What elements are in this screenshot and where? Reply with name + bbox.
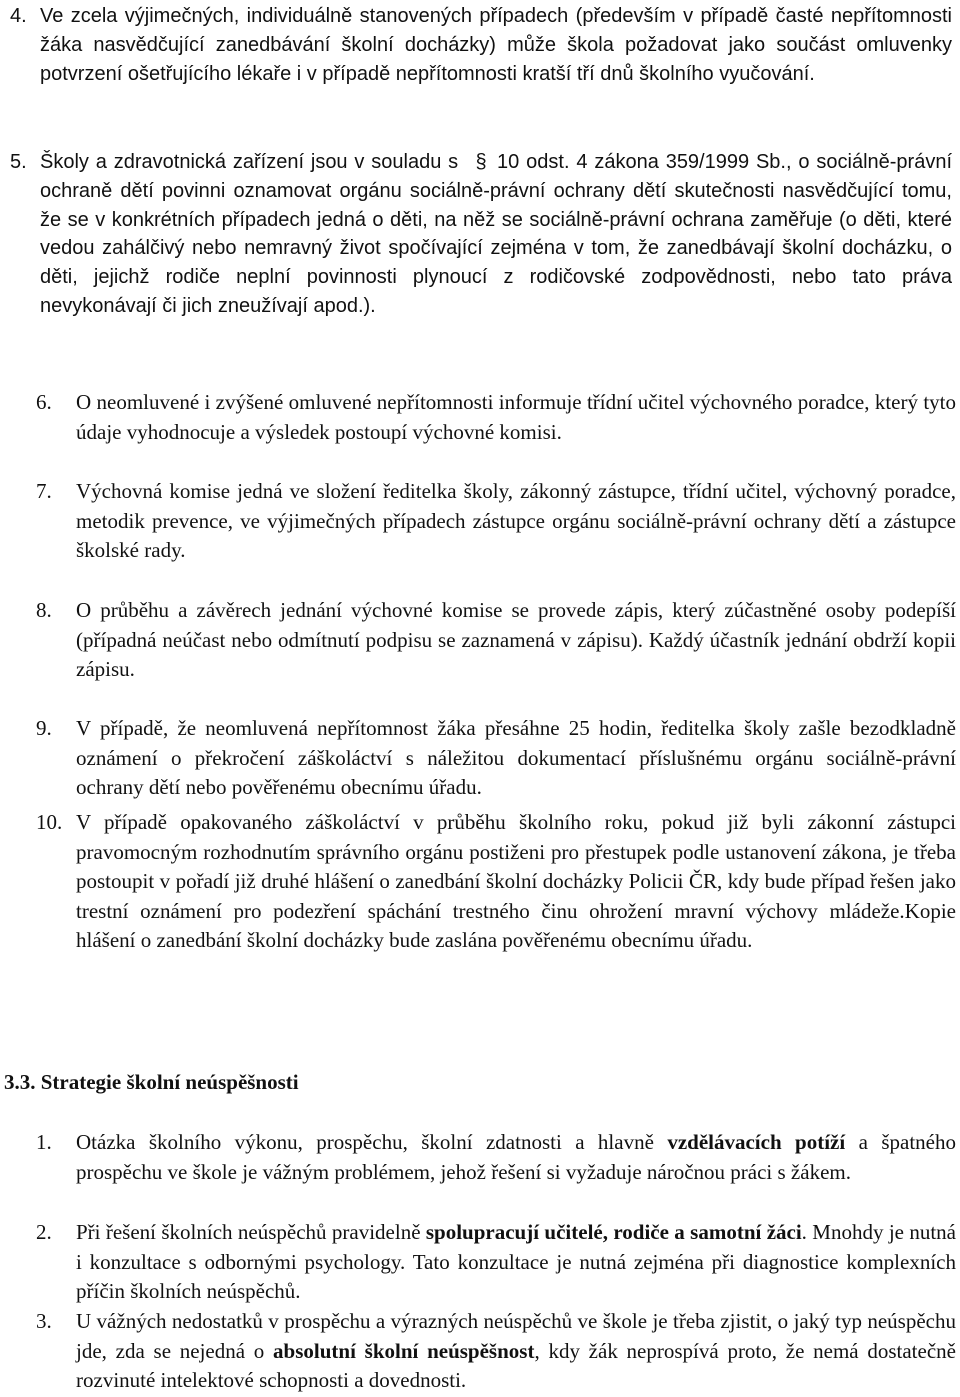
item-number: 10. xyxy=(36,810,63,834)
item-number: 4. xyxy=(10,5,27,27)
item-text xyxy=(40,148,952,321)
item-number: 5. xyxy=(10,151,27,173)
item-number: 1. xyxy=(36,1130,52,1154)
item-text xyxy=(76,1307,956,1396)
item-text xyxy=(76,1218,956,1307)
item-text-bold: vzdělávacích potíží xyxy=(667,1130,846,1154)
item-text-lead: U vážných nedostatků v prospěchu a výrazných neúspěchů ve škole je třeba zjistit, o jaký typ neúspěchu jde, zda se nejedná o xyxy=(76,1309,956,1363)
item-text: Výchovná komise jedná ve složení ředitelka školy, zákonný zástupce, třídní učitel, výchovný poradce, metodik prevence, ve výjimečných případech zástupce orgánu sociálně-právní ochrany dětí a zástupce školské rady. xyxy=(76,479,956,562)
item-text-rest: a špatného prospěchu ve škole je vážným problémem, jehož řešení si vyžaduje náročnou práci s žákem. xyxy=(76,1130,956,1184)
item-number: 9. xyxy=(36,716,52,740)
section-heading: 3.3. Strategie školní neúspěšnosti xyxy=(4,1070,299,1094)
item-text-rest: , kdy žák neprospívá proto, že nemá dostatečně rozvinuté intelektové schopnosti a dovednosti. xyxy=(76,1338,956,1392)
item-number: 8. xyxy=(36,598,52,622)
item-text-lead: Otázka školního výkonu, prospěchu, školní zdatnosti a hlavně xyxy=(76,1130,668,1154)
item-text: O neomluvené i zvýšené omluvené nepřítomnosti informuje třídní učitel výchovného poradce, který tyto údaje vyhodnocuje a výsledek postoupí výchovné komisi. xyxy=(76,390,956,444)
item-number: 7. xyxy=(36,479,52,503)
item-number: 2. xyxy=(36,1220,52,1244)
item-text xyxy=(76,1128,956,1187)
item-text: V případě opakovaného záškoláctví v průběhu školního roku, pokud již byli zákonní zástupci pravomocným rozhodnutím správního orgánu postiženi pro přestupek podle ustanovení zákona, je třeba postoupit v pořadí již druhé hlášení o zanedbání školní docházky Policii ČR, kdy bude případ řešen jako trestní oznámení pro podezření spáchání trestného činu ohrožení mravní výchovy mládeže.Kopie hlášení o zanedbání školní docházky bude zaslána pověřenému obecnímu úřadu. xyxy=(76,810,956,952)
item-number: 3. xyxy=(36,1309,52,1333)
item-text: Ve zcela výjimečných, individuálně stanovených případech (především v případě časté nepřítomnosti žáka nasvědčující zanedbávání školní docházky) může škola požadovat jako součást omluvenky potvrzení ošetřujícího lékaře i v případě nepřítomnosti kratší tří dnů školního vyučování. xyxy=(40,5,952,85)
item-text-rest: . Mnohdy je nutná i konzultace s odbornými psychology. Tato konzultace je nutná zejména při diagnostice komplexních příčin školních neúspěchů. xyxy=(76,1220,956,1303)
item-text-lead: Při řešení školních neúspěchů pravidelně xyxy=(76,1220,426,1244)
item-text-bold: spolupracují učitelé, rodiče a samotní žáci xyxy=(425,1220,802,1244)
paragraph-symbol: § xyxy=(475,151,487,173)
item-number: 6. xyxy=(36,390,52,414)
item-text-bold: absolutní školní neúspěšnost xyxy=(273,1338,535,1363)
item-text-lead: Školy a zdravotnická zařízení jsou v souladu s xyxy=(40,151,459,173)
item-text-rest: 10 odst. 4 zákona 359/1999 Sb., o sociálně-právní ochraně dětí povinni oznamovat orgánu sociálně-právní ochrany dětí skutečnosti nasvědčující tomu, že se v konkrétních případech jedná o děti, na něž se sociálně-právní ochrana zaměřuje (o děti, které vedou zahálčivý nebo nemravný život spočívající zejména v tom, že zanedbávají školní docházku, o děti, jejichž rodiče neplní povinnosti plynoucí z rodičovské zodpovědnosti, nebo tato práva nevykonávají či jich zneužívají apod.). xyxy=(40,151,952,317)
item-text: V případě, že neomluvená nepřítomnost žáka přesáhne 25 hodin, ředitelka školy zašle bezodkladně oznámení o překročení záškoláctví s náležitou dokumentací příslušnému orgánu sociálně-právní ochrany dětí nebo pověřenému obecnímu úřadu. xyxy=(76,716,956,799)
item-text: O průběhu a závěrech jednání výchovné komise se provede zápis, který zúčastněné osoby podepíší (případná neúčast nebo odmítnutí podpisu se zaznamená v zápisu). Každý účastník jednání obdrží kopii zápisu. xyxy=(76,598,956,681)
